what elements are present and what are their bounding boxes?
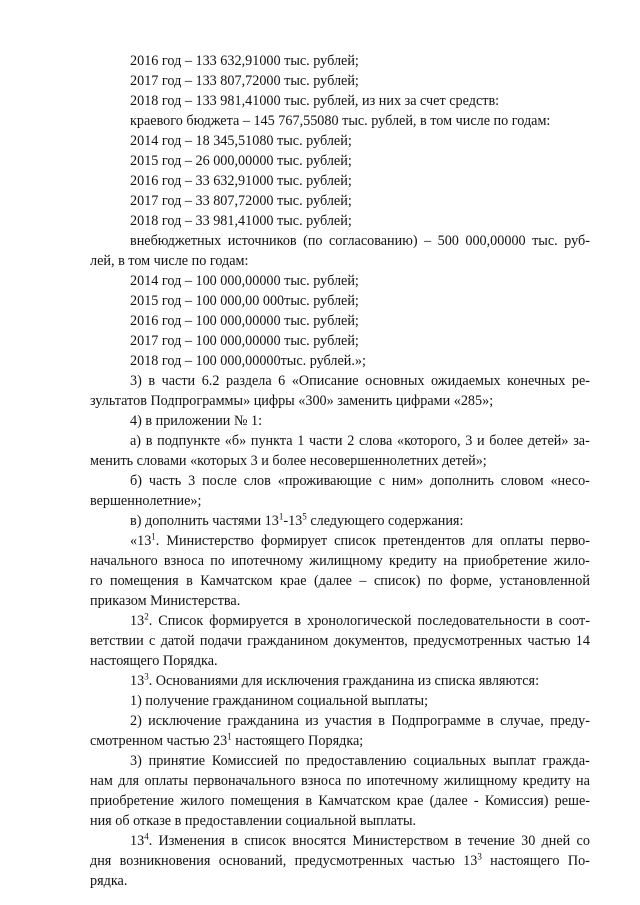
word: 2) <box>130 713 142 729</box>
word: крае <box>396 793 424 809</box>
text-line <box>0 732 640 751</box>
word: оснований, <box>218 853 287 869</box>
text-run: 2014 год – 100 000,00000 тыс. рублей; <box>130 273 359 289</box>
word: реше- <box>554 793 590 809</box>
text-line <box>0 332 640 351</box>
word: «$13^1$. <box>130 531 160 549</box>
text-run: рядка. <box>90 873 128 889</box>
text-run: смотренном частью 23 <box>90 733 228 749</box>
text-line <box>0 592 640 611</box>
text-run: следующего содержания: <box>306 513 464 529</box>
text-run: ния об отказе в предоставлении социальной выплаты. <box>90 813 417 829</box>
text-line <box>0 212 640 231</box>
word: гражда- <box>542 753 590 769</box>
text-line <box>0 352 640 371</box>
text-run: менить словами «которых 3 и более несовершеннолетних детей»; <box>90 453 487 469</box>
text-line <box>0 772 640 791</box>
text-run: 2014 год – 18 345,51080 тыс. рублей; <box>130 133 352 149</box>
word: дней <box>541 833 571 849</box>
word: социальных <box>413 753 487 769</box>
word: - <box>473 793 479 809</box>
word: в <box>145 433 153 449</box>
word: список <box>334 533 376 549</box>
word: последовательности <box>417 613 540 629</box>
text-line <box>0 752 640 771</box>
word: формирует <box>261 533 328 549</box>
text-line <box>0 112 640 131</box>
text-line <box>0 832 640 851</box>
word: нам <box>90 773 113 789</box>
word: основных <box>365 373 425 389</box>
word: ипотечному <box>366 773 439 789</box>
word: ипотечному <box>231 553 304 569</box>
word: а) <box>130 433 142 449</box>
word: 000,00000 <box>465 233 526 249</box>
word: конечных <box>507 373 566 389</box>
text-line <box>0 652 640 671</box>
word: из <box>305 713 319 729</box>
word: слова <box>359 433 393 449</box>
text-run: . Основаниями для исключения гражданина из списка являются: <box>148 673 540 689</box>
word: принятие <box>148 753 206 769</box>
word: с <box>378 473 386 489</box>
word: – <box>424 233 432 249</box>
word: датой <box>160 633 195 649</box>
text-line <box>0 72 640 91</box>
word: предусмотренных <box>294 853 404 869</box>
text-line <box>0 312 640 331</box>
text-run: в) дополнить частями 13 <box>130 513 279 529</box>
text-line <box>0 252 640 271</box>
word: в <box>148 373 156 389</box>
word: взноса <box>163 553 205 569</box>
superscript: 3 <box>144 671 149 682</box>
word: за- <box>573 433 590 449</box>
word: части <box>161 373 196 389</box>
text-run: 2018 год – 133 981,41000 тыс. рублей, из них за счет средств: <box>130 93 500 109</box>
text-line <box>0 392 640 411</box>
superscript: 1 <box>227 731 232 742</box>
word: 6.2 <box>201 373 220 389</box>
word: 1 <box>297 433 305 449</box>
word: с <box>149 633 156 649</box>
word: раздела <box>225 373 272 389</box>
text-run: зультатов Подпрограммы» цифры «300» заменить цифрами «285»; <box>90 393 494 409</box>
text-run: -13 <box>283 513 303 529</box>
word: ре- <box>571 373 590 389</box>
word: документов, <box>333 633 408 649</box>
text-line <box>0 452 640 471</box>
word: помещения <box>230 793 300 809</box>
text-line <box>0 152 640 171</box>
word: согласованию) <box>328 233 418 249</box>
word: по <box>210 553 225 569</box>
text-line <box>0 472 640 491</box>
word: список) <box>373 573 421 589</box>
text-line <box>0 272 640 291</box>
word: предоставлению <box>306 753 407 769</box>
word: выплат <box>492 753 536 769</box>
text-line <box>0 852 640 871</box>
word: $13^3$ <box>463 851 482 869</box>
word: гражданином <box>247 633 329 649</box>
word: на <box>576 773 590 789</box>
word: руб- <box>564 233 590 249</box>
word: ожидаемых <box>431 373 501 389</box>
word: взноса <box>301 773 342 789</box>
word: внебюджетных <box>130 233 222 249</box>
superscript: 1 <box>151 531 156 542</box>
word: после <box>202 473 237 489</box>
word: помещения <box>110 573 179 589</box>
word: 6 <box>278 373 286 389</box>
superscript: 5 <box>302 511 307 522</box>
word: в <box>186 573 193 589</box>
text-line <box>0 432 640 451</box>
text-line <box>0 512 640 531</box>
word: – <box>359 573 367 589</box>
word: жилищному <box>443 773 518 789</box>
word: частью <box>411 853 455 869</box>
word: в <box>545 613 553 629</box>
word: оплаты <box>500 533 544 549</box>
word: для <box>472 533 493 549</box>
text-run: 13 <box>130 673 145 689</box>
word: в <box>454 833 462 849</box>
word: преду- <box>550 713 590 729</box>
word: начального <box>90 553 158 569</box>
word: участия <box>324 713 372 729</box>
word: детей» <box>527 433 569 449</box>
text-line <box>0 92 640 111</box>
text-line <box>0 552 640 571</box>
word: приобретение <box>463 553 548 569</box>
word: «Описание <box>291 373 359 389</box>
word: жилого <box>180 793 225 809</box>
word: 3 <box>188 473 196 489</box>
word: Комиссия) <box>484 793 549 809</box>
word: в <box>487 713 494 729</box>
word: в <box>305 793 313 809</box>
superscript: 2 <box>144 611 149 622</box>
word: подпункте <box>157 433 221 449</box>
word: 3) <box>130 373 142 389</box>
word: в <box>378 713 385 729</box>
word: настоящего <box>490 853 560 869</box>
word: частью <box>527 633 571 649</box>
word: (далее <box>313 573 352 589</box>
text-line <box>0 872 640 891</box>
text-run: 2016 год – 133 632,91000 тыс. рублей; <box>130 53 359 69</box>
word: по <box>346 773 362 789</box>
text-line <box>0 372 640 391</box>
word: $13^2$. <box>130 611 153 629</box>
word: перво- <box>550 533 590 549</box>
word: «которого, <box>396 433 461 449</box>
word: жило- <box>553 553 590 569</box>
word: Комиссией <box>211 753 279 769</box>
text-line <box>0 712 640 731</box>
text-line <box>0 52 640 71</box>
text-run: 2018 год – 100 000,00000тыс. рублей.»; <box>130 353 366 369</box>
word: приобретение <box>90 793 174 809</box>
superscript: 4 <box>144 831 149 842</box>
text-line <box>0 572 640 591</box>
word: исключение <box>148 713 221 729</box>
word: $13^4$. <box>130 831 153 849</box>
word: в <box>294 613 302 629</box>
word: на <box>443 553 458 569</box>
word: По- <box>567 853 590 869</box>
word: Министерством <box>352 833 449 849</box>
word: ветствии <box>90 633 144 649</box>
word: крае <box>279 573 307 589</box>
word: форме, <box>450 573 493 589</box>
word: Камчатском <box>200 573 273 589</box>
word: более <box>489 433 524 449</box>
word: Подпрограмме <box>391 713 481 729</box>
word: 2 <box>347 433 355 449</box>
word: первоначального <box>193 773 296 789</box>
text-run: 2017 год – 33 807,72000 тыс. рублей; <box>130 193 352 209</box>
text-line <box>0 792 640 811</box>
word: подачи <box>199 633 242 649</box>
word: установленной <box>499 573 590 589</box>
superscript: 3 <box>477 851 482 862</box>
text-run: 4) в приложении № 1: <box>130 413 263 429</box>
word: течение <box>467 833 515 849</box>
word: «б» <box>224 433 247 449</box>
word: слов <box>243 473 271 489</box>
word: претендентов <box>383 533 466 549</box>
word: тыс. <box>532 233 558 249</box>
word: формируется <box>209 613 289 629</box>
word: б) <box>130 473 142 489</box>
text-line <box>0 532 640 551</box>
text-run: приказом Министерства. <box>90 593 241 609</box>
word: предусмотренных <box>413 633 523 649</box>
text-run: краевого бюджета – 145 767,55080 тыс. рублей, в том числе по годам: <box>130 113 551 129</box>
word: 3 <box>465 433 473 449</box>
word: часть <box>148 473 182 489</box>
word: вносятся <box>292 833 347 849</box>
word: словом <box>500 473 544 489</box>
word: Министерство <box>166 533 254 549</box>
word: 30 <box>521 833 536 849</box>
text-line <box>0 232 640 251</box>
text-line <box>0 672 640 691</box>
word: 14 <box>575 633 590 649</box>
text-run: 2016 год – 100 000,00000 тыс. рублей; <box>130 313 359 329</box>
text-run: 2015 год – 26 000,00000 тыс. рублей; <box>130 153 352 169</box>
word: в <box>231 833 238 849</box>
word: Список <box>158 613 204 629</box>
word: оплаты <box>144 773 188 789</box>
word: по <box>427 573 443 589</box>
word: и <box>477 433 485 449</box>
word: Изменения <box>158 833 226 849</box>
text-run: 1) получение гражданином социальной выплаты; <box>130 693 429 709</box>
word: со <box>576 833 590 849</box>
text-run: настоящего Порядка; <box>231 733 364 749</box>
text-line <box>0 292 640 311</box>
text-run: вершеннолетние»; <box>90 493 202 509</box>
word: части <box>309 433 343 449</box>
word: ним» <box>391 473 424 489</box>
text-run: 2016 год – 33 632,91000 тыс. рублей; <box>130 173 352 189</box>
word: «несо- <box>550 473 590 489</box>
text-run: 2017 год – 133 807,72000 тыс. рублей; <box>130 73 359 89</box>
word: кредиту <box>522 773 571 789</box>
text-run: 2017 год – 100 000,00000 тыс. рублей; <box>130 333 359 349</box>
text-line <box>0 692 640 711</box>
text-line <box>0 812 640 831</box>
text-run: 2015 год – 100 000,00 000тыс. рублей; <box>130 293 359 309</box>
word: гражданина <box>227 713 299 729</box>
word: (по <box>303 233 323 249</box>
text-line <box>0 132 640 151</box>
word: для <box>118 773 140 789</box>
word: источников <box>227 233 297 249</box>
text-run: лей, в том числе по годам: <box>90 253 249 269</box>
word: дополнить <box>430 473 494 489</box>
text-run: настоящего Порядка. <box>90 653 218 669</box>
word: 500 <box>437 233 459 249</box>
text-line <box>0 172 640 191</box>
word: по <box>284 753 300 769</box>
word: хронологической <box>307 613 412 629</box>
word: соот- <box>558 613 590 629</box>
word: (далее <box>429 793 468 809</box>
word: список <box>244 833 287 849</box>
text-run: 2018 год – 33 981,41000 тыс. рублей; <box>130 213 352 229</box>
word: Камчатском <box>318 793 391 809</box>
word: кредиту <box>389 553 438 569</box>
word: го <box>90 573 103 589</box>
word: случае, <box>500 713 544 729</box>
text-line <box>0 632 640 651</box>
text-line <box>0 192 640 211</box>
superscript: 1 <box>278 511 284 522</box>
text-line <box>0 492 640 511</box>
word: возникновения <box>119 853 211 869</box>
word: 3) <box>130 753 142 769</box>
word: пункта <box>250 433 293 449</box>
word: жилищному <box>309 553 383 569</box>
text-line <box>0 612 640 631</box>
word: дня <box>90 853 112 869</box>
text-line <box>0 412 640 431</box>
word: «проживающие <box>277 473 372 489</box>
